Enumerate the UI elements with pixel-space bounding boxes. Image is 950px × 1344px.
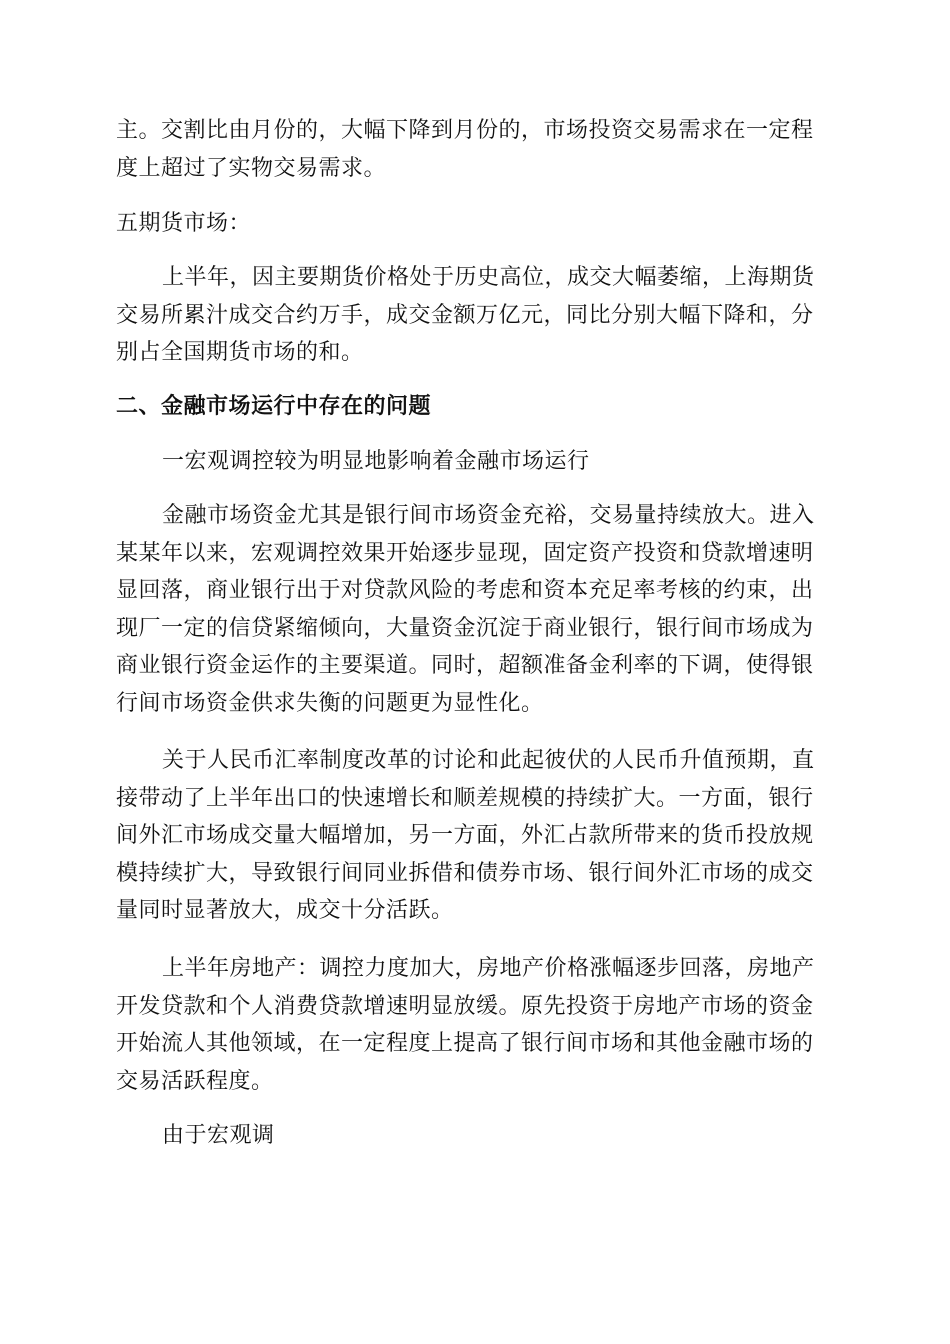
section-heading-problems: 二、金融市场运行中存在的问题 xyxy=(116,394,432,419)
section-label-futures-market: 五期货市场： xyxy=(116,211,252,236)
paragraph-exchange-rate: 关于人民币汇率制度改革的讨论和此起彼伏的人民币升值预期，直接带动了上半年出口的快速增长和顺差规模的持续扩大。一方面，银行间外汇市场成交量大幅增加，另一方面，外汇占款所带来的货币投放规模持续扩大，导致银行间同业拆借和债券市场、银行间外汇市场的成交量同时显著放大，成交十分活跃。 xyxy=(116,748,815,923)
paragraph-continuation: 主。交割比由月份的，大幅下降到月份的，市场投资交易需求在一定程度上超过了实物交易需求。 xyxy=(116,118,814,181)
paragraph-funds-abundant: 金融市场资金尤其是银行间市场资金充裕，交易量持续放大。进入某某年以来，宏观调控效果开始逐步显现，固定资产投资和贷款增速明显回落，商业银行出于对贷款风险的考虑和资本充足率考核的约束，出现厂一定的信贷紧缩倾向，大量资金沉淀于商业银行，银行间市场成为商业银行资金运作的主要渠道。同时，超额准备金利率的下调，使得银行间市场资金供求失衡的问题更为显性化。 xyxy=(116,503,815,716)
paragraph-real-estate: 上半年房地产：调控力度加大，房地产价格涨幅逐步回落，房地产开发贷款和个人消费贷款增速明显放缓。原先投资于房地产市场的资金开始流人其他领域，在一定程度上提高了银行间市场和其他金融市场的交易活跃程度。 xyxy=(116,956,815,1094)
subheading-macro-control: 一宏观调控较为明显地影响着金融市场运行 xyxy=(162,449,590,474)
paragraph-truncated: 由于宏观调 xyxy=(162,1123,275,1148)
paragraph-futures-market: 上半年，因主要期货价格处于历史高位，成交大幅萎缩，上海期货交易所累汁成交合约万手，成交金额万亿元，同比分别大幅下降和，分别占全国期货市场的和。 xyxy=(116,265,815,365)
